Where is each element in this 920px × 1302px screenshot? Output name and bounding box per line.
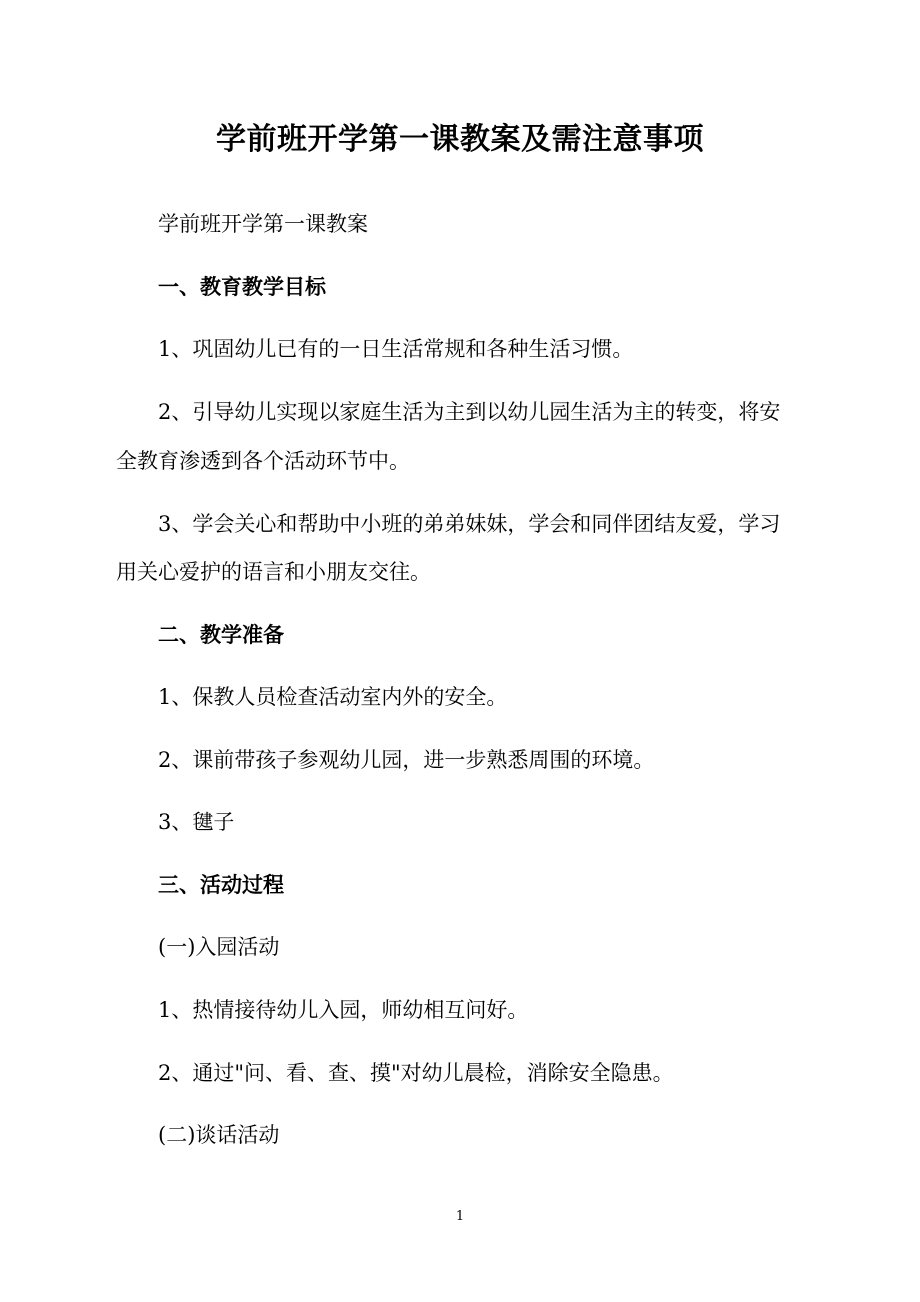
process-entry-item-1: 1、热情接待幼儿入园，师幼相互问好。 <box>158 998 529 1022</box>
objective-item-1: 1、巩固幼儿已有的一日生活常规和各种生活习惯。 <box>158 337 634 361</box>
process-entry-item-2: 2、通过"问、看、查、摸"对幼儿晨检，消除安全隐患。 <box>158 1061 674 1085</box>
objective-item-2-line-2: 全教育渗透到各个活动环节中。 <box>116 449 410 473</box>
section-heading-objectives: 一、教育教学目标 <box>158 275 326 299</box>
objective-item-3-line-1: 3、学会关心和帮助中小班的弟弟妹妹，学会和同伴团结友爱，学习 <box>158 512 781 536</box>
objective-item-3-line-2: 用关心爱护的语言和小朋友交往。 <box>116 560 431 584</box>
process-subheading-talk: (二)谈话活动 <box>158 1123 280 1147</box>
process-subheading-entry: (一)入园活动 <box>158 935 280 959</box>
preparation-item-1: 1、保教人员检查活动室内外的安全。 <box>158 685 508 709</box>
preparation-item-2: 2、课前带孩子参观幼儿园，进一步熟悉周围的环境。 <box>158 748 655 772</box>
lesson-plan-subtitle: 学前班开学第一课教案 <box>158 212 368 236</box>
document-title: 学前班开学第一课教案及需注意事项 <box>216 122 704 157</box>
section-heading-preparation: 二、教学准备 <box>158 623 284 647</box>
preparation-item-3: 3、毽子 <box>158 810 235 834</box>
objective-item-2-line-1: 2、引导幼儿实现以家庭生活为主到以幼儿园生活为主的转变，将安 <box>158 400 781 424</box>
section-heading-process: 三、活动过程 <box>158 873 284 897</box>
page-number: 1 <box>455 1209 465 1224</box>
